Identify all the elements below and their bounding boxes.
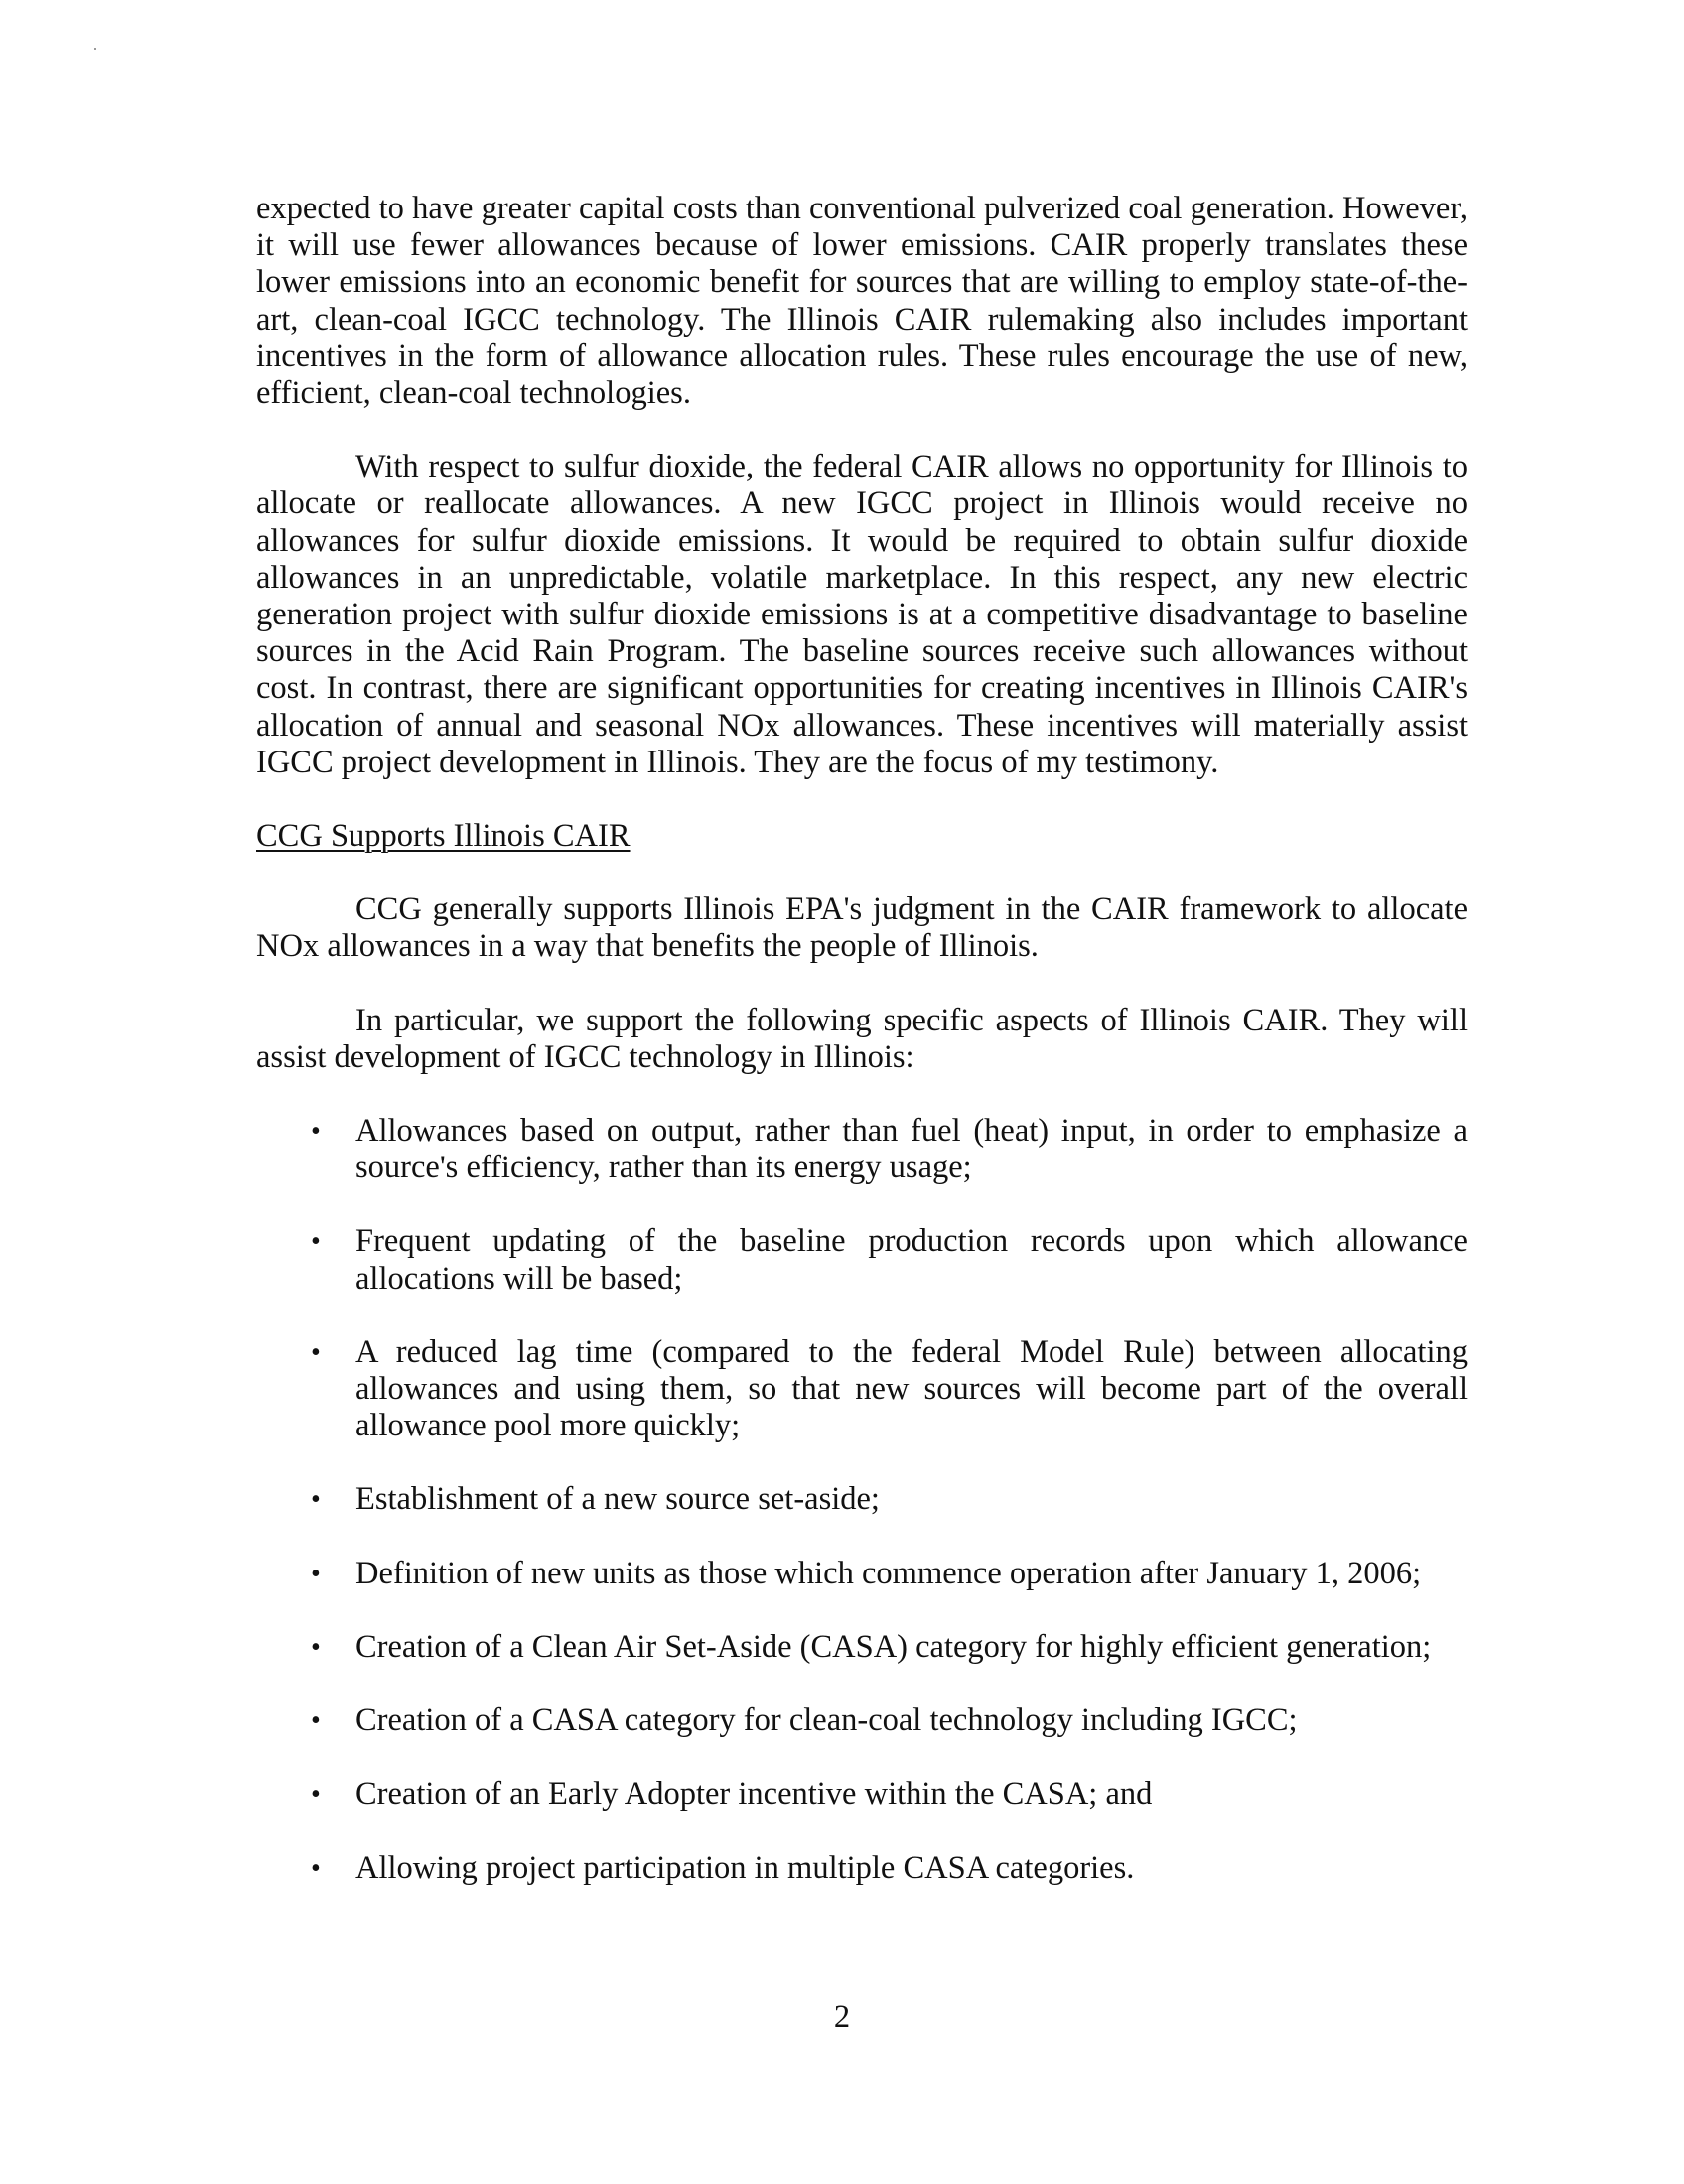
list-item <box>256 1703 1468 1739</box>
bullet-icon: • <box>311 1706 321 1737</box>
list-item-text: A reduced lag time (compared to the federal Model Rule) between allocating allowances and using them, so that new sources will become part of the overall allowance pool more quickly; <box>355 1333 1468 1444</box>
list-item <box>256 1556 1468 1592</box>
list-item <box>256 1629 1468 1666</box>
list-item-text: Frequent updating of the baseline production records upon which allowance allocations will be based; <box>355 1223 1468 1297</box>
list-item-text: Establishment of a new source set-aside; <box>355 1481 880 1518</box>
list-item-text: Allowing project participation in multiple CASA categories. <box>355 1849 1135 1886</box>
bullet-icon: • <box>311 1116 321 1148</box>
list-item <box>256 1481 1468 1518</box>
list-item <box>256 1113 1468 1186</box>
bullet-icon: • <box>311 1631 321 1663</box>
section-heading: CCG Supports Illinois CAIR <box>256 818 631 855</box>
page-body <box>256 191 1468 1887</box>
support-list <box>256 1113 1468 1887</box>
page-number: 2 <box>833 1999 851 2035</box>
bullet-icon: • <box>311 1484 321 1516</box>
list-item-text: Creation of a CASA category for clean-coal technology including IGCC; <box>355 1703 1298 1739</box>
list-item <box>256 1850 1468 1887</box>
bullet-icon: • <box>311 1852 321 1884</box>
list-item <box>256 1776 1468 1813</box>
bullet-icon: • <box>311 1336 321 1368</box>
list-item-text: Definition of new units as those which commence operation after January 1, 2006; <box>355 1555 1422 1591</box>
bullet-icon: • <box>311 1226 321 1258</box>
scan-speck <box>94 48 96 50</box>
paragraph-continuation: expected to have greater capital costs than conventional pulverized coal generation. However, it will use fewer allowances because of lower emissions. CAIR properly translates these lower emissions into an economic benefit for sources that are willing to employ state-of-the-art, clean-coal IGCC technology. The Illinois CAIR rulemaking also includes important incentives in the form of allowance allocation rules. These rules encourage the use of new, efficient, clean-coal technologies. <box>256 191 1468 412</box>
paragraph-sulfur-dioxide: With respect to sulfur dioxide, the federal CAIR allows no opportunity for Illinois to allocate or reallocate allowances. A new IGCC project in Illinois would receive no allowances for sulfur dioxide emissions. It would be required to obtain sulfur dioxide allowances in an unpredictable, volatile marketplace. In this respect, any new electric generation project with sulfur dioxide emissions is at a competitive disadvantage to baseline sources in the Acid Rain Program. The baseline sources receive such allowances without cost. In contrast, there are significant opportunities for creating incentives in Illinois CAIR's allocation of annual and seasonal NOx allowances. These incentives will materially assist IGCC project development in Illinois. They are the focus of my testimony. <box>256 449 1468 780</box>
paragraph-ccg-support: CCG generally supports Illinois EPA's judgment in the CAIR framework to allocate NOx allowances in a way that benefits the people of Illinois. <box>256 891 1468 965</box>
list-item <box>256 1334 1468 1445</box>
paragraph-specific-aspects: In particular, we support the following specific aspects of Illinois CAIR. They will assist development of IGCC technology in Illinois: <box>256 1002 1468 1075</box>
list-item-text: Creation of a Clean Air Set-Aside (CASA) category for highly efficient generation; <box>355 1628 1432 1665</box>
bullet-icon: • <box>311 1779 321 1811</box>
bullet-icon: • <box>311 1558 321 1589</box>
list-item-text: Creation of an Early Adopter incentive within the CASA; and <box>355 1776 1153 1813</box>
list-item-text: Allowances based on output, rather than fuel (heat) input, in order to emphasize a source's efficiency, rather than its energy usage; <box>355 1113 1468 1186</box>
list-item <box>256 1223 1468 1297</box>
